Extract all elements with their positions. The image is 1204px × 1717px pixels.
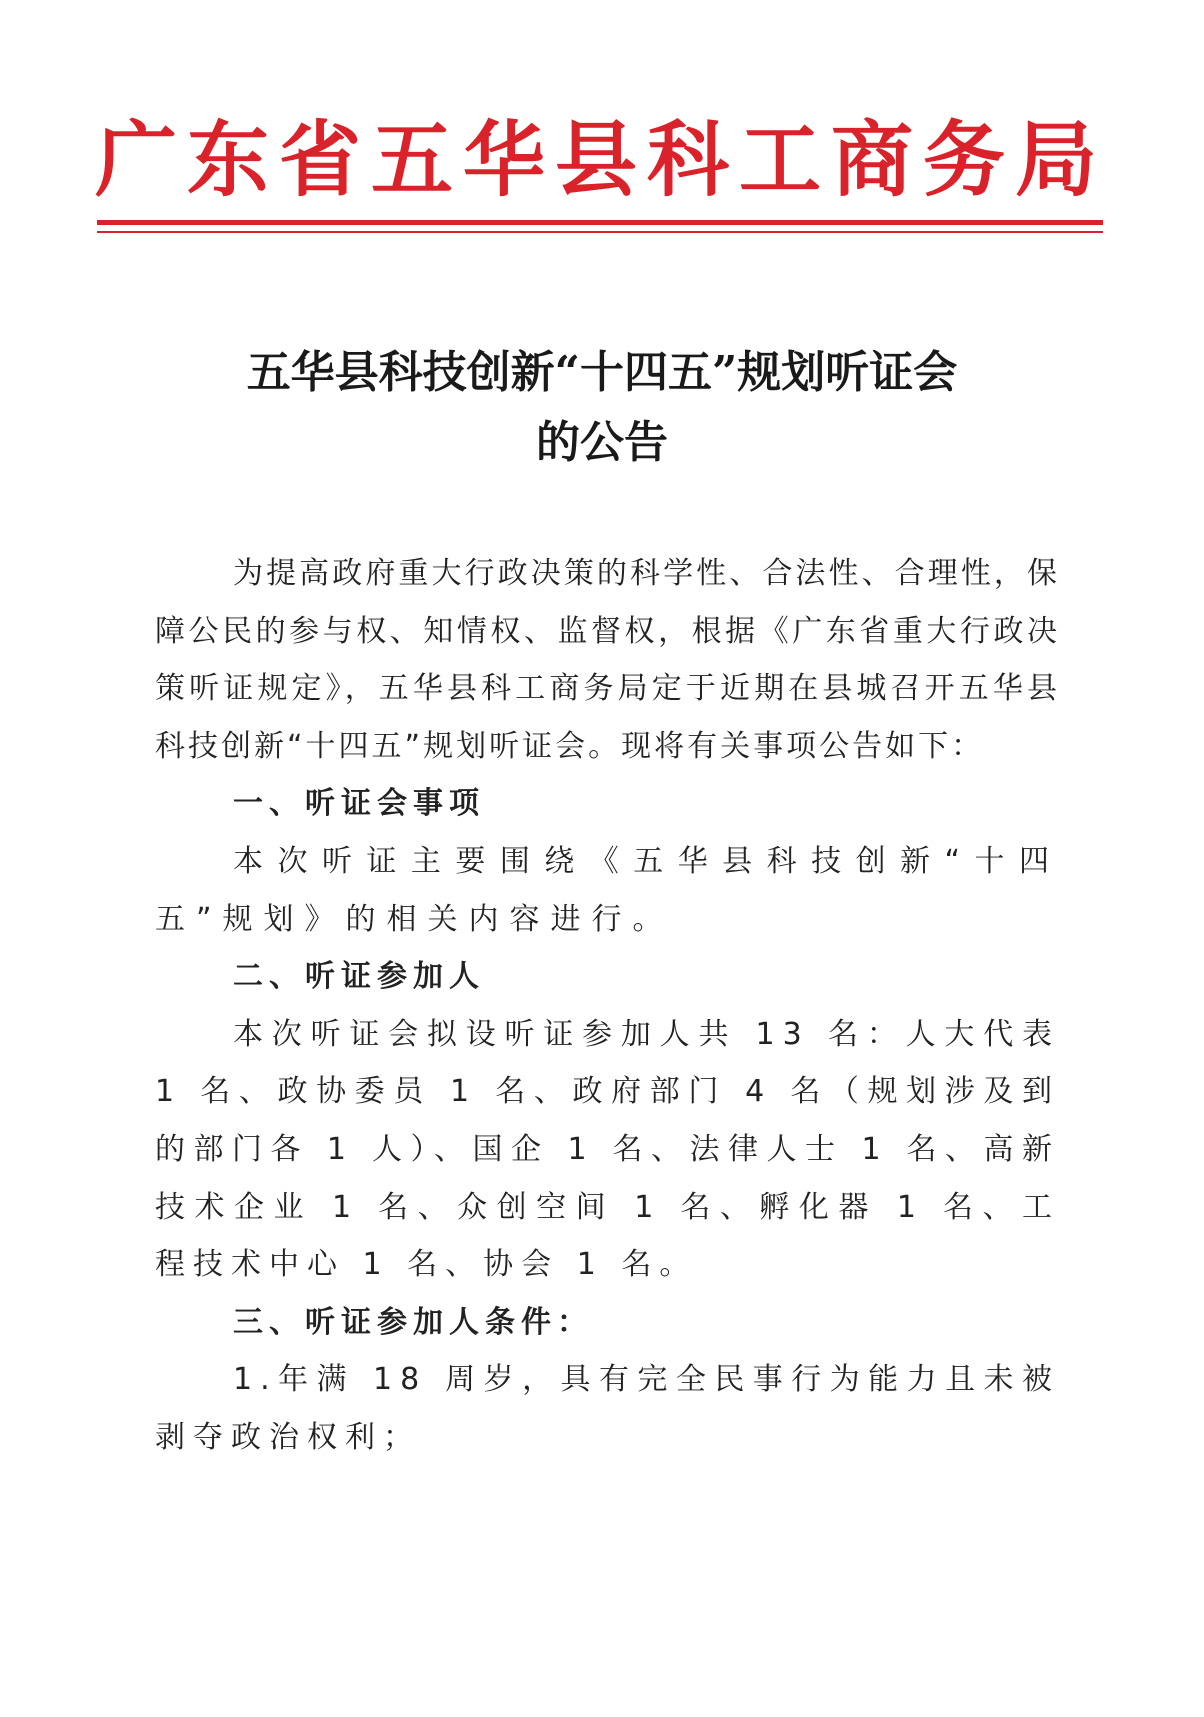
section-2-paragraph: 本次听证会拟设听证参加人共 13 名：人大代表 1 名、政协委员 1 名、政府部门 4 名（规划涉及到的部门各 1 人）、国企 1 名、法律人士 1 名、高新技术企业 1 名、众创空间 1 名、孵化器 1 名、工程技术中心 1 名、协会 1 名。 bbox=[155, 1016, 1060, 1283]
title-line-1: 五华县科技创新“十四五”规划听证会 bbox=[246, 347, 958, 398]
title-line-2: 的公告 bbox=[536, 417, 668, 468]
document-body bbox=[155, 545, 1060, 1467]
section-3-heading: 三、听证参加人条件： bbox=[233, 1304, 593, 1340]
masthead-rule-thick bbox=[97, 220, 1103, 225]
section-3-item-1: 1.年满 18 周岁，具有完全民事行为能力且未被剥夺政治权利； bbox=[155, 1362, 1060, 1455]
section-2-heading: 二、听证参加人 bbox=[233, 959, 485, 995]
agency-masthead: 广东省五华县科工商务局 bbox=[95, 112, 1108, 208]
document-title bbox=[140, 338, 1064, 478]
intro-paragraph: 为提高政府重大行政决策的科学性、合法性、合理性，保障公民的参与权、知情权、监督权，根据《广东省重大行政决策听证规定》，五华县科工商务局定于近期在县城召开五华县科技创新“十四五”规划听证会。现将有关事项公告如下： bbox=[155, 556, 1060, 764]
section-1-paragraph: 本次听证主要围绕《五华县科技创新“十四五”规划》的相关内容进行。 bbox=[155, 843, 1060, 937]
masthead-rule-thin bbox=[97, 231, 1103, 233]
section-1-heading: 一、听证会事项 bbox=[233, 786, 485, 822]
